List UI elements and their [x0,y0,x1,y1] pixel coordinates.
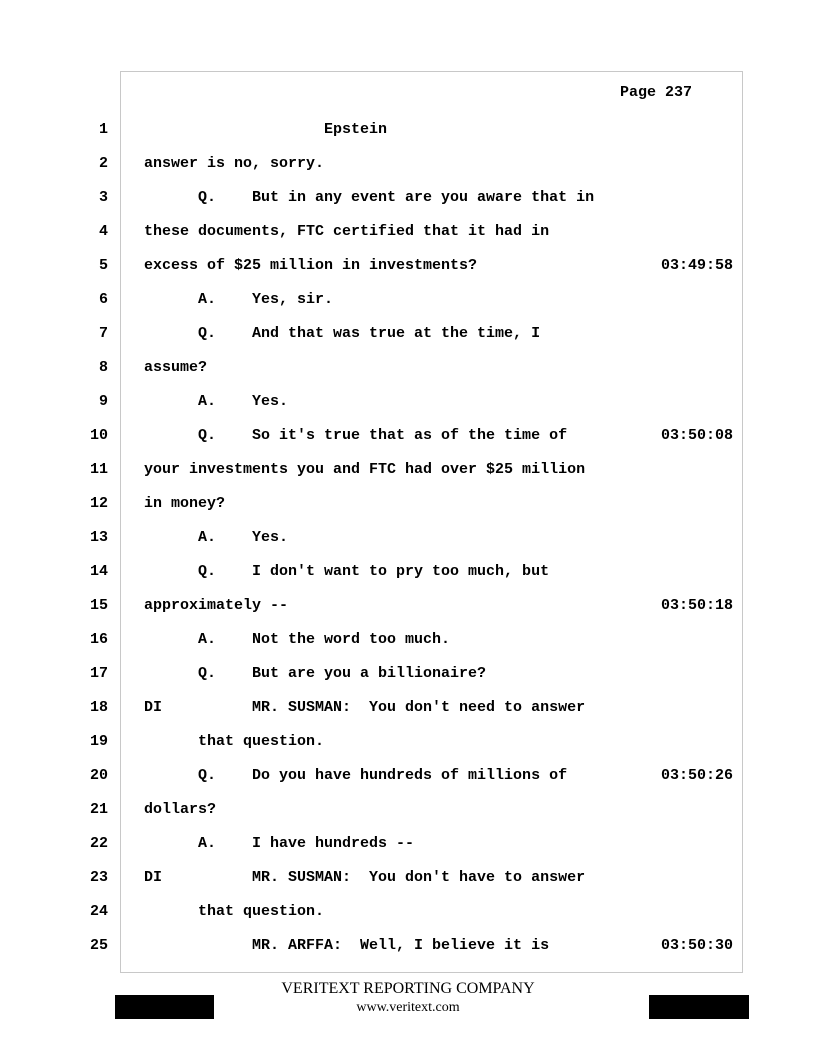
transcript-line [0,903,816,921]
line-number: 19 [89,733,108,750]
line-text: answer is no, sorry. [144,155,325,172]
page-number: Page 237 [620,84,693,101]
timestamp: 03:49:58 [661,257,734,274]
transcript-line [0,835,816,853]
line-text: A. Yes. [144,529,289,546]
footer-company: VERITEXT REPORTING COMPANY [281,980,535,997]
timestamp: 03:50:08 [661,427,734,444]
line-number: 23 [89,869,108,886]
transcript-line [0,495,816,513]
line-text: dollars? [144,801,217,818]
transcript-line [0,291,816,309]
line-text: Q. I don't want to pry too much, but [144,563,550,580]
line-number: 8 [98,359,108,376]
line-text: DI MR. SUSMAN: You don't need to answer [144,699,586,716]
line-text: your investments you and FTC had over $25 million [144,461,586,478]
line-text: Q. But are you a billionaire? [144,665,487,682]
line-text: MR. ARFFA: Well, I believe it is [144,937,550,954]
line-number: 2 [98,155,108,172]
line-text: A. Not the word too much. [144,631,451,648]
line-text: assume? [144,359,208,376]
transcript-line [0,155,816,173]
timestamp: 03:50:30 [661,937,734,954]
transcript-line [0,801,816,819]
transcript-line [0,461,816,479]
line-number: 18 [89,699,108,716]
transcript-line [0,393,816,411]
transcript-line [0,937,816,955]
transcript-line [0,733,816,751]
line-number: 5 [98,257,108,274]
line-number: 25 [89,937,108,954]
line-number: 17 [89,665,108,682]
timestamp: 03:50:18 [661,597,734,614]
transcript-line [0,257,816,275]
transcript-line [0,563,816,581]
transcript-line [0,189,816,207]
line-text: A. Yes, sir. [144,291,334,308]
transcript-line [0,597,816,615]
line-number: 12 [89,495,108,512]
line-text: these documents, FTC certified that it had in [144,223,550,240]
line-text: Q. But in any event are you aware that in [144,189,595,206]
transcript-line [0,121,816,139]
line-number: 15 [89,597,108,614]
line-number: 14 [89,563,108,580]
line-number: 20 [89,767,108,784]
transcript-line [0,427,816,445]
line-number: 24 [89,903,108,920]
transcript-line [0,869,816,887]
line-number: 21 [89,801,108,818]
line-text: Epstein [144,121,388,138]
line-text: DI MR. SUSMAN: You don't have to answer [144,869,586,886]
transcript-line [0,223,816,241]
line-text: that question. [144,903,325,920]
transcript-line [0,325,816,343]
redaction-left [115,995,214,1019]
timestamp: 03:50:26 [661,767,734,784]
line-number: 13 [89,529,108,546]
line-number: 9 [98,393,108,410]
line-number: 10 [89,427,108,444]
line-text: Q. Do you have hundreds of millions of [144,767,568,784]
line-number: 6 [98,291,108,308]
line-number: 3 [98,189,108,206]
line-number: 22 [89,835,108,852]
line-text: Q. So it's true that as of the time of [144,427,568,444]
transcript-line [0,529,816,547]
transcript-line [0,767,816,785]
line-text: in money? [144,495,226,512]
line-number: 11 [89,461,108,478]
footer-website: www.veritext.com [356,1000,460,1015]
redaction-right [649,995,749,1019]
transcript-line [0,699,816,717]
line-number: 16 [89,631,108,648]
line-text: approximately -- [144,597,289,614]
transcript-line [0,665,816,683]
line-number: 7 [98,325,108,342]
line-text: A. I have hundreds -- [144,835,415,852]
transcript-line [0,631,816,649]
line-text: that question. [144,733,325,750]
line-number: 4 [98,223,108,240]
transcript-line [0,359,816,377]
line-text: Q. And that was true at the time, I [144,325,541,342]
line-number: 1 [98,121,108,138]
line-text: A. Yes. [144,393,289,410]
line-text: excess of $25 million in investments? [144,257,478,274]
